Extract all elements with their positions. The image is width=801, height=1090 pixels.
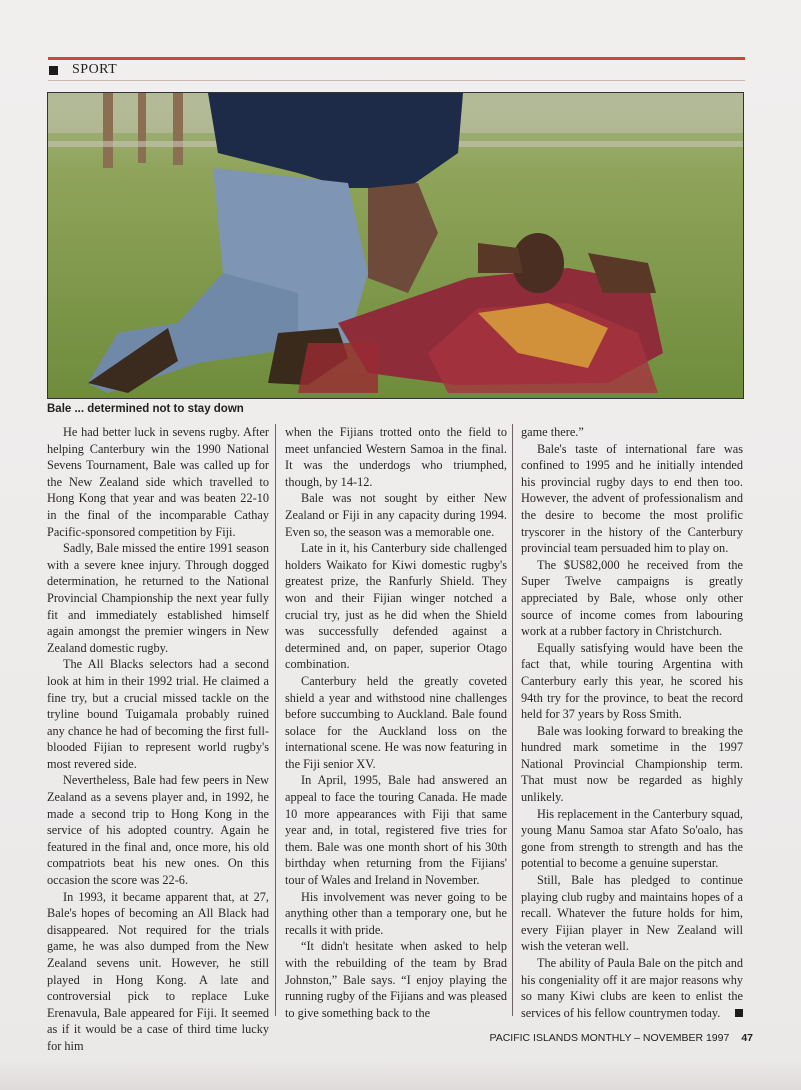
end-of-article-icon (735, 1009, 743, 1017)
rugby-photo (47, 92, 744, 399)
paragraph: “It didn't hesitate when asked to help with the rebuilding of the team by Brad Johnston,” Bale says. “I enjoy playing the running rugby of the Fijians and was pleased to give something back to the (285, 939, 507, 1020)
page-footer (489, 1032, 753, 1044)
section-header (49, 62, 117, 78)
paragraph: His involvement was never going to be anything other than a temporary one, but he recalls it with pride. (285, 889, 507, 937)
paragraph: Bale's taste of international fare was confined to 1995 and he initially intended his provincial rugby days to end then too. However, the advent of professionalism and the desire to become the most prolific tryscorer in the history of the Canterbury provincial team persuaded him to play on. (521, 441, 743, 556)
paragraph: Equally satisfying would have been the fact that, while touring Argentina with Canterbury early this year, he scored his 94th try for the province, to beat the record held for 37 years by Ross Smith. (521, 640, 743, 722)
rugby-photo-illustration (48, 93, 743, 398)
paragraph: The All Blacks selectors had a second look at him in their 1992 trial. He claimed a fine try, but a crucial missed tackle on the tryline bound Tuigamala probably ruined any chance he had of becoming the first full-blooded Fijian to represent world rugby's most revered side. (47, 657, 269, 771)
paragraph: Bale was looking forward to breaking the hundred mark sometime in the 1997 National Provincial Championship term. That must now be regarded as highly unlikely. (521, 723, 743, 805)
paragraph-last-text: The ability of Paula Bale on the pitch and his congeniality off it are major reasons why so many Kiwi clubs are keen to enlist the services of his fellow countrymen today. (521, 956, 743, 1020)
page-bottom-shadow (0, 1060, 801, 1090)
page-number: 47 (741, 1032, 753, 1044)
paragraph: Still, Bale has pledged to continue playing club rugby and maintains hopes of a recall. Whatever the future holds for him, every Fijian player in New Zealand will wish the veteran well. (521, 873, 743, 954)
paragraph: Sadly, Bale missed the entire 1991 season with a severe knee injury. Through dogged determination, he returned to the National Provincial Championship the next year fully fit and immediately established himself again amongst the premier wingers in New Zealand domestic rugby. (47, 541, 269, 655)
paragraph: Bale was not sought by either New Zealand or Fiji in any capacity during 1994. Even so, the season was a memorable one. (285, 491, 507, 539)
column-divider (512, 424, 513, 1016)
section-square-icon (49, 66, 58, 75)
article-column-1 (47, 424, 269, 1055)
column-divider (275, 424, 276, 1016)
paragraph: game there.” (521, 425, 584, 439)
paragraph: He had better luck in sevens rugby. After helping Canterbury win the 1990 National Sevens Tournament, Bale was called up for the New Zealand side which travelled to Hong Kong that year and was beaten 22-10 in the final of the incomparable Cathay Pacific-sponsored competition by Fiji. (47, 425, 269, 539)
paragraph: In April, 1995, Bale had answered an appeal to face the touring Canada. He made 10 more appearances with Fiji that same year and, in total, registered five tries for them. Bale was one month short of his 30th birthday when returning from the Fijians' tour of Wales and Ireland in November. (285, 773, 507, 888)
footer-publication: PACIFIC ISLANDS MONTHLY – NOVEMBER 1997 (489, 1032, 730, 1044)
paragraph: Late in it, his Canterbury side challenged holders Waikato for Kiwi domestic rugby's greatest prize, the Ranfurly Shield. They won and their Fijian winger notched a crucial try, just as he did when the Shield was successfully defended against a determined and, on paper, superior Otago combination. (285, 541, 507, 672)
photo-caption: Bale ... determined not to stay down (47, 403, 244, 415)
paragraph: In 1993, it became apparent that, at 27, Bale's hopes of becoming an All Black had disappeared. Not required for the trials game, he was also dumped from the New Zealand sevens unit. However, he still played in Hong Kong. A late and controversial pick to replace Luke Erenavula, Bale appeared for Fiji. It seemed as if it would be a case of third time lucky for him (47, 889, 269, 1053)
paragraph: Nevertheless, Bale had few peers in New Zealand as a sevens player and, in 1992, he made a second trip to Hong Kong in the service of his adopted country. Again he featured in the final and, once more, his old compatriots beat his new ones. On this occasion the score was 22-6. (47, 773, 269, 888)
paragraph: The $US82,000 he received from the Super Twelve campaigns is greatly appreciated by Bale, whose only other source of income comes from labouring work at a rubber factory in Christchurch. (521, 557, 743, 639)
paragraph-last (521, 955, 743, 1021)
paragraph: when the Fijians trotted onto the field to meet unfancied Western Samoa in the final. It was the underdogs who triumphed, though, by 14-12. (285, 425, 507, 489)
paragraph: His replacement in the Canterbury squad, young Manu Samoa star Afato So'oalo, has gone from strength to strength and has the potential to become a genuine superstar. (521, 806, 743, 871)
article-column-3 (521, 424, 743, 1021)
header-underline (48, 80, 745, 81)
paragraph: Canterbury held the greatly coveted shield a year and withstood nine challenges before succumbing to Auckland. Bale found solace for the Auckland loss on the international scene. He was now featuring in the Fiji senior XV. (285, 673, 507, 771)
header-rule (48, 57, 745, 60)
section-label: SPORT (72, 62, 118, 77)
article-column-2 (285, 424, 507, 1021)
